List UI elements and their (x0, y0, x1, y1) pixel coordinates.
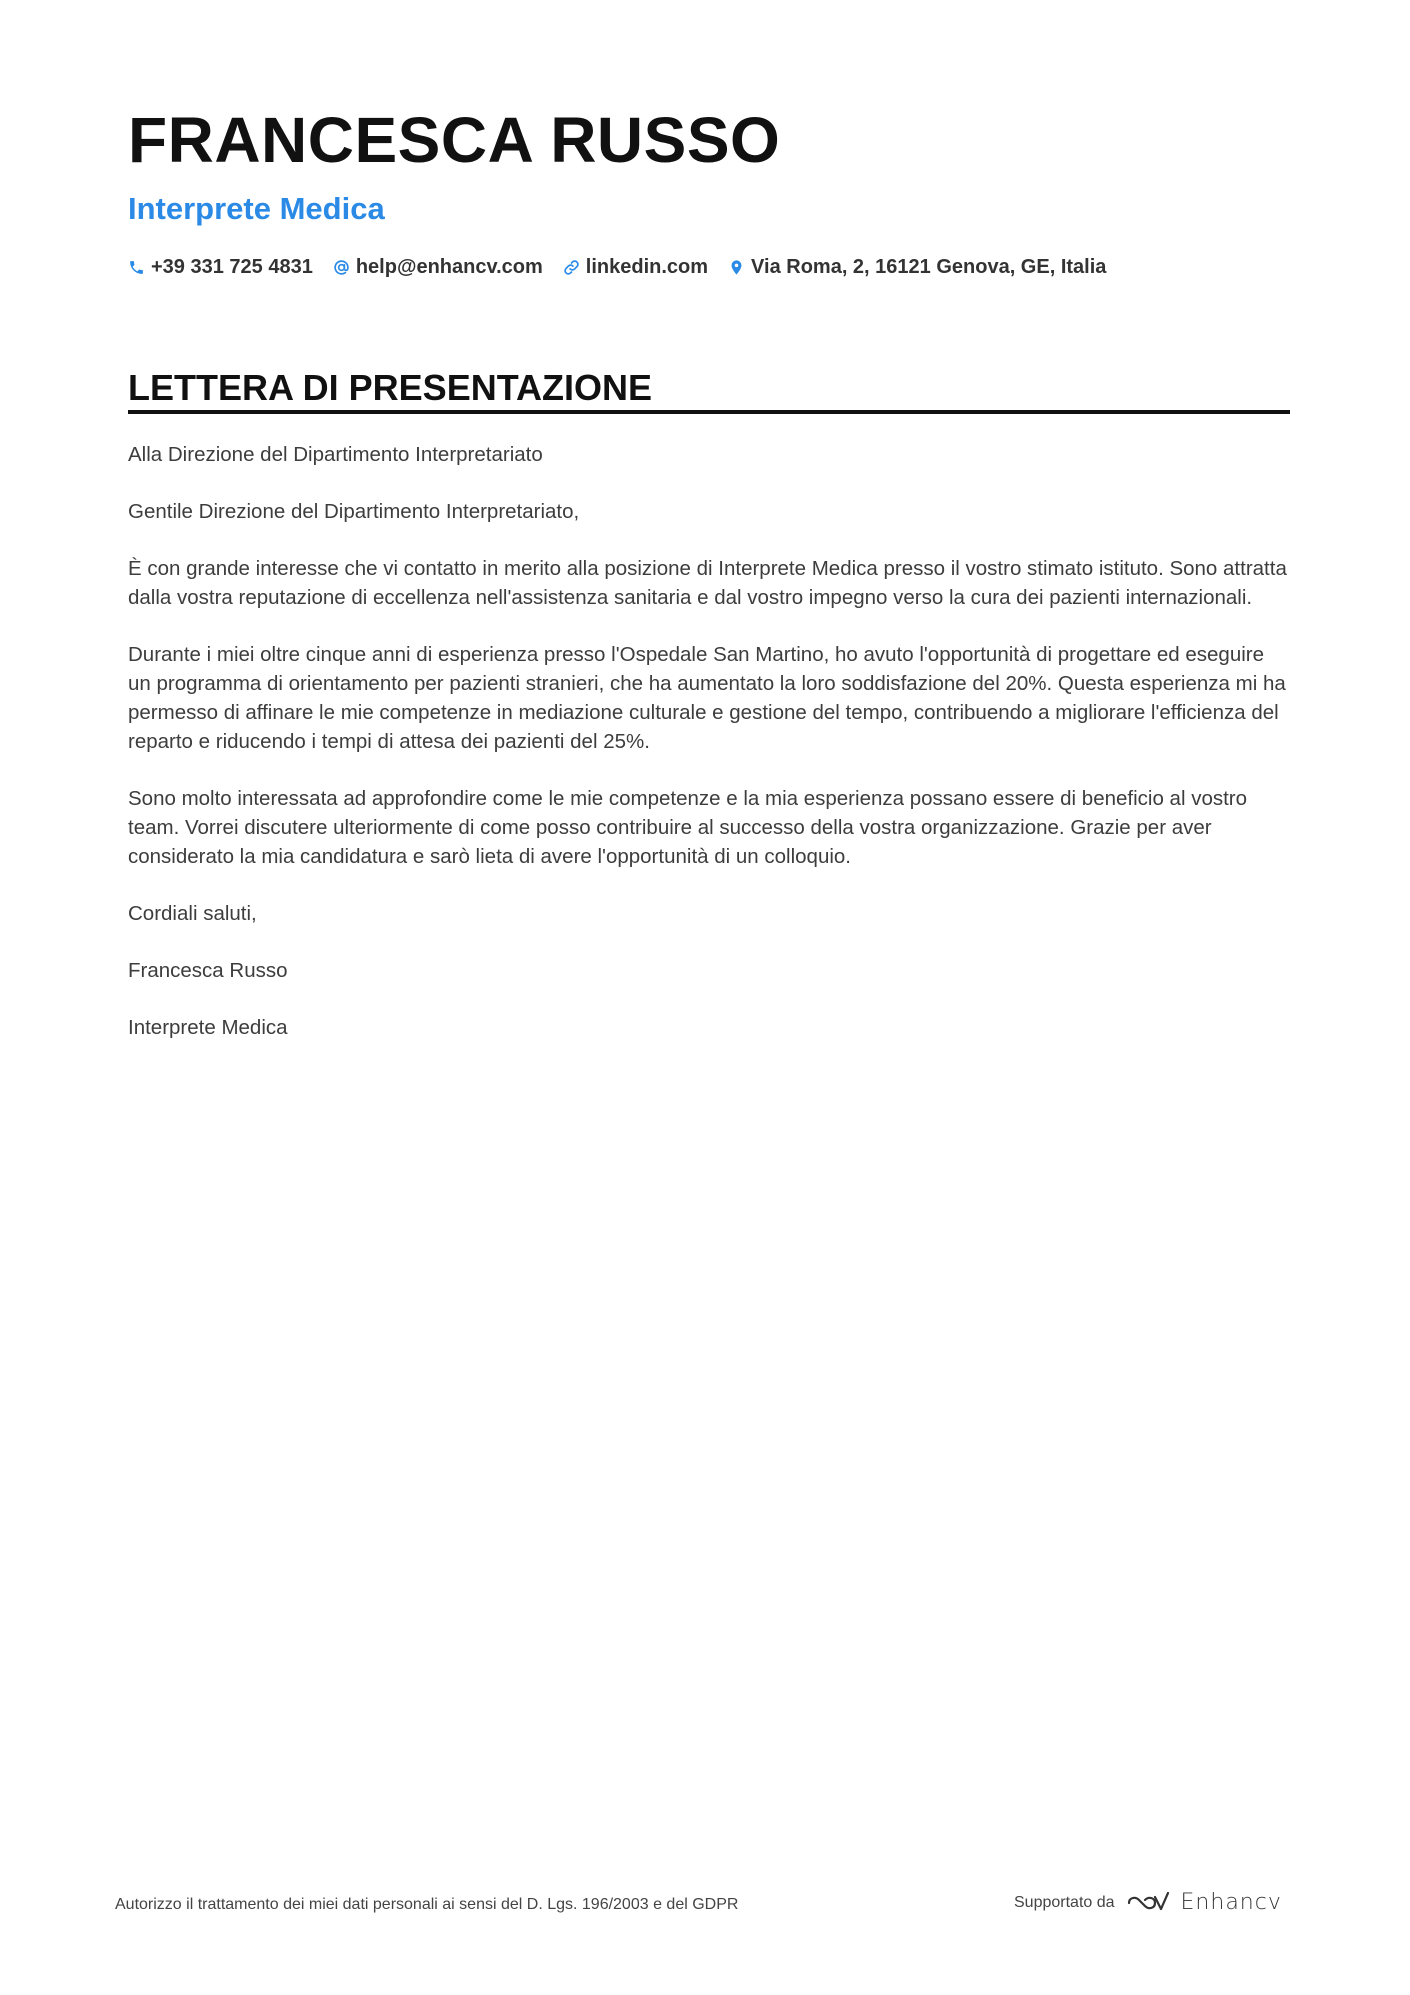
letter-paragraph: Sono molto interessata ad approfondire come le mie competenze e la mia esperienza possano essere di beneficio al vostro team. Vorrei discutere ulteriormente di come posso contribuire al successo della vostra organizzazione. Grazie per aver considerato la mia candidatura e sarò lieta di avere l'opportunità di un colloquio. (128, 787, 1248, 868)
signature-name: Francesca Russo (128, 959, 288, 982)
privacy-consent-note: Autorizzo il trattamento dei miei dati personali ai sensi del D. Lgs. 196/2003 e del GDPR (115, 1896, 739, 1913)
location-pin-icon (728, 259, 745, 276)
at-icon (333, 259, 350, 276)
section-divider (128, 410, 1290, 414)
powered-by[interactable] (1014, 1890, 1282, 1915)
phone-number: +39 331 725 4831 (151, 256, 313, 278)
contact-phone (128, 256, 313, 279)
phone-icon (128, 259, 145, 276)
brand-name: Enhancv (1180, 1890, 1282, 1915)
powered-by-label: Supportato da (1014, 1893, 1115, 1911)
letter-paragraph: È con grande interesse che vi contatto in merito alla posizione di Interprete Medica presso il vostro stimato istituto. Sono attratta dalla vostra reputazione di eccellenza nell'assistenza sanitaria e dal vostro impegno verso la cura dei pazienti internazionali. (128, 557, 1287, 609)
letter-body (128, 440, 1290, 1070)
candidate-job-title: Interprete Medica (128, 191, 385, 226)
linkedin-url: linkedin.com (585, 256, 709, 278)
enhancv-logo-icon (1125, 1891, 1171, 1915)
contact-address (728, 256, 1106, 279)
letter-paragraph: Durante i miei oltre cinque anni di esperienza presso l'Ospedale San Martino, ho avuto l'opportunità di progettare ed eseguire un programma di orientamento per pazienti stranieri, che ha aumentato la loro soddisfazione del 20%. Questa esperienza mi ha permesso di affinare le mie competenze in mediazione culturale e gestione del tempo, contribuendo a migliorare l'efficienza del reparto e riducendo i tempi di attesa dei pazienti del 25%. (128, 643, 1286, 753)
letter-salutation: Gentile Direzione del Dipartimento Interpretariato, (128, 500, 580, 523)
address: Via Roma, 2, 16121 Genova, GE, Italia (751, 256, 1107, 278)
contact-email (333, 256, 543, 279)
contact-linkedin (563, 256, 708, 279)
letter-closing: Cordiali saluti, (128, 902, 257, 925)
section-title: LETTERA DI PRESENTAZIONE (128, 367, 653, 408)
contact-info (128, 256, 1106, 279)
candidate-name: FRANCESCA RUSSO (128, 104, 781, 176)
signature-title: Interprete Medica (128, 1016, 288, 1039)
email-address: help@enhancv.com (355, 256, 543, 278)
enhancv-logo[interactable] (1125, 1890, 1282, 1915)
letter-recipient: Alla Direzione del Dipartimento Interpretariato (128, 443, 543, 466)
link-icon (563, 259, 580, 276)
